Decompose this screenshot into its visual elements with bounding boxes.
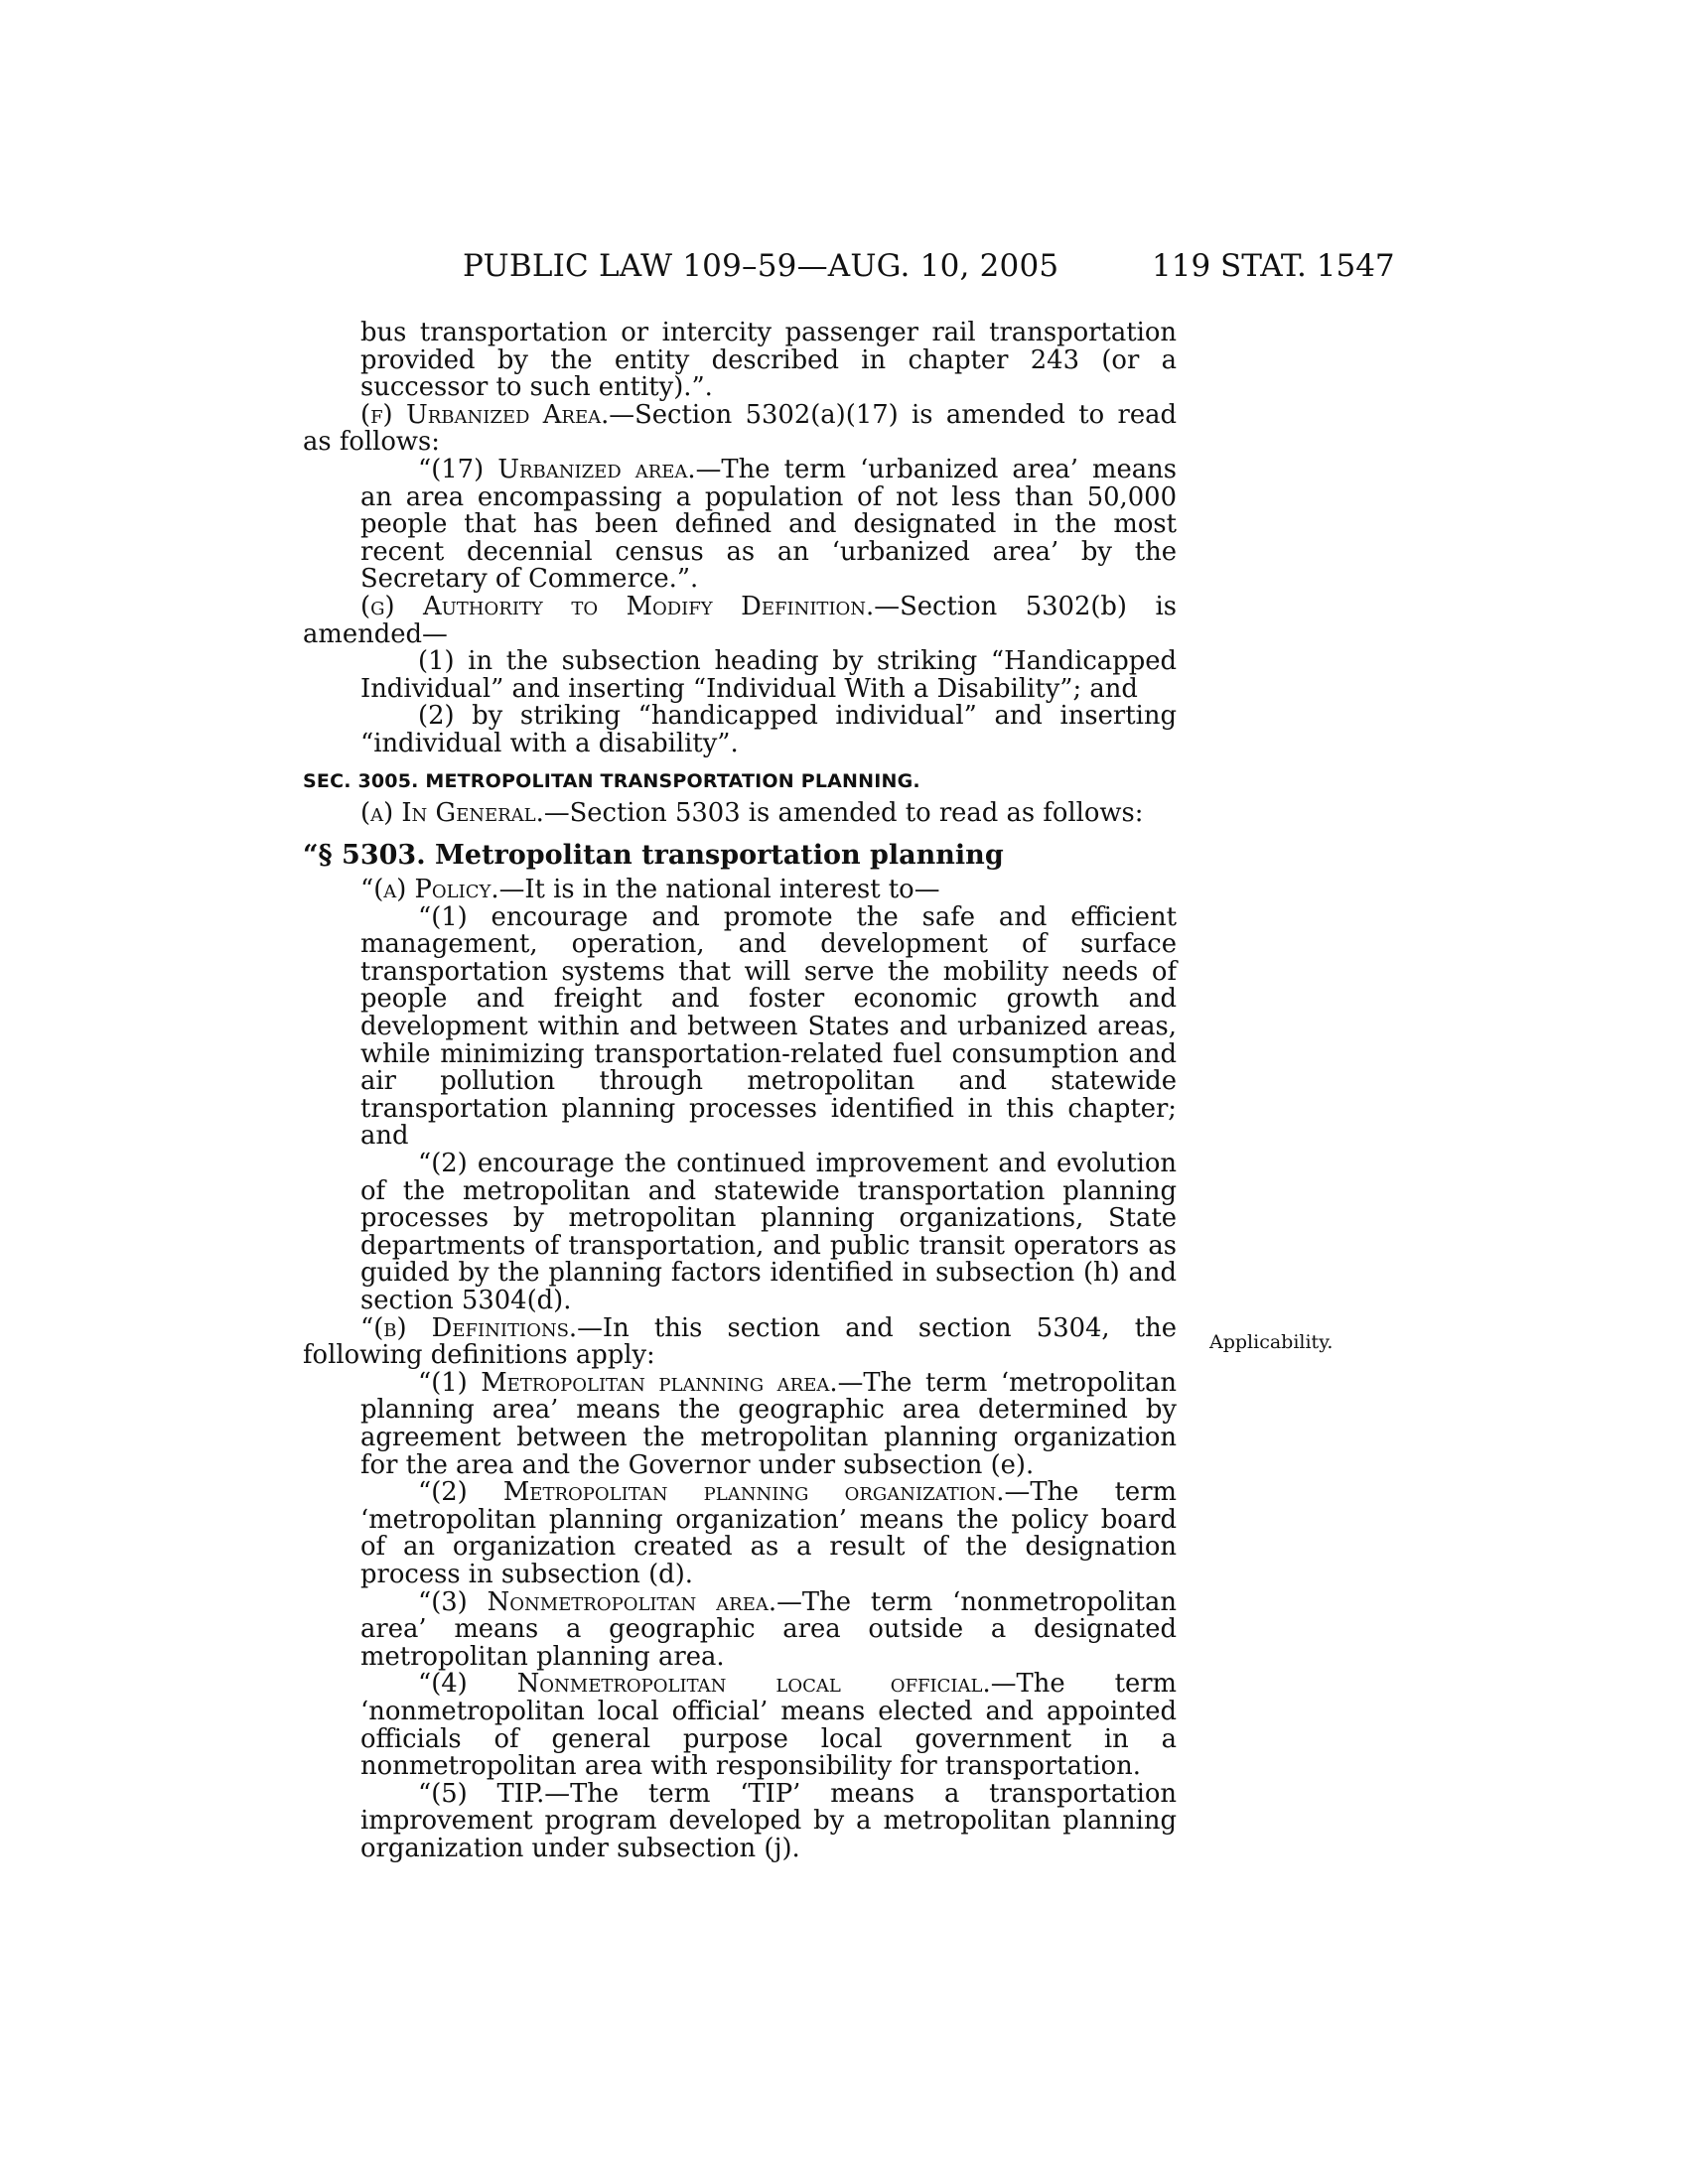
paragraph-17 [303,454,1177,595]
subsection-g-label: (g) Authority to Modify Definition. [360,591,875,621]
running-header-title: PUBLIC LAW 109–59—AUG. 10, 2005 [463,248,1059,284]
subsection-f [303,399,1177,458]
definition-5 [303,1778,1178,1863]
policy-item-1: “(1) encourage and promote the safe and efficient management, operation, and development of surface transportation systems that will serve the mobility needs of people and freight and foster economic growth and development within and between States and urbanized areas, while minimizing transportation-related fuel consumption and air pollution through metropolitan and statewide transportation planning processes identified in this chapter; and [360,901,1177,1152]
subsection-f-text: —Section 5302(a)(17) is amended to read as follows: [303,399,1177,458]
subsection-f-label: (f) Urbanized Area. [360,399,610,430]
definition-2-text: —The term ‘metropolitan planning organization’ means the policy board of an organization created as a result of the designation process in subsection (d). [360,1477,1177,1589]
subsection-g-item-2: (2) by striking “handicapped individual” and inserting “individual with a disability”. [360,701,1177,758]
subsection-g-text: —Section 5302(b) is amended— [303,591,1177,649]
definition-5-text: —The term ‘TIP’ means a transportation improvement program developed by a metropolitan planning organization under subsection (j). [360,1778,1178,1863]
definition-1-label: “(1) Metropolitan planning area. [418,1367,838,1398]
paragraph-continuation: bus transportation or intercity passenger rail transportation provided by the entity described in chapter 243 (or a successor to such entity).”. [360,318,1177,403]
policy-label: “(a) Policy. [360,875,499,905]
definition-2 [303,1479,1177,1588]
policy-item-2: “(2) encourage the continued improvement and evolution of the metropolitan and statewide transportation planning processes by metropolitan planning organizations, State departments of transportation, and public transit operators as guided by the planning factors identified in subsection (h) and section 5304(d). [360,1149,1177,1315]
text-column [303,320,1177,1862]
definition-3-label: “(3) Nonmetropolitan area. [418,1586,777,1617]
subsection-g [303,591,1177,649]
definitions-label: “(b) Definitions. [360,1312,578,1343]
policy-subsection [303,877,1177,904]
definition-1-text: —The term ‘metropolitan planning area’ means the geographic area determined by agreement between the metropolitan planning organization for the area and the Governor under subsection (e). [360,1367,1177,1480]
margin-note: Applicability. [1209,1331,1334,1353]
paragraph-17-text: —The term ‘urbanized area’ means an area encompassing a population of not less than 50,000 people that has been defined and designated in the most recent decennial census as an ‘urbanized area’ by the Secretary of Commerce.”. [360,454,1177,595]
definition-4-text: —The term ‘nonmetropolitan local official’ means elected and appointed officials of general purpose local government in a nonmetropolitan area with responsibility for transportation. [360,1669,1178,1782]
definitions-text: —In this section and section 5304, the following definitions apply: [303,1312,1178,1371]
subsection-a-text: —Section 5303 is amended to read as follows: [543,797,1144,828]
definition-5-label: “(5) TIP. [418,1778,545,1809]
definition-3 [303,1586,1177,1672]
section-5303-title: “§ 5303. Metropolitan transportation planning [303,840,1004,872]
subsection-g-item-1: (1) in the subsection heading by striking “Handicapped Individual” and inserting “Individual With a Disability”; and [360,646,1177,704]
definition-3-text: —The term ‘nonmetropolitan area’ means a geographic area outside a designated metropolitan planning area. [360,1586,1177,1672]
subsection-a-label: (a) In General. [360,797,544,828]
page-stat-citation: 119 STAT. 1547 [1152,248,1395,284]
subsection-a [303,797,1177,828]
definition-4-label: “(4) Nonmetropolitan local official. [418,1669,991,1700]
paragraph-17-label: “(17) Urbanized area. [418,454,696,484]
section-heading: SEC. 3005. METROPOLITAN TRANSPORTATION PLANNING. [303,769,920,792]
definition-2-label: “(2) Metropolitan planning organization. [418,1477,1005,1508]
definition-4 [303,1671,1177,1780]
policy-text: —It is in the national interest to— [498,875,940,905]
definition-1 [303,1367,1177,1480]
definitions-subsection [303,1312,1178,1371]
